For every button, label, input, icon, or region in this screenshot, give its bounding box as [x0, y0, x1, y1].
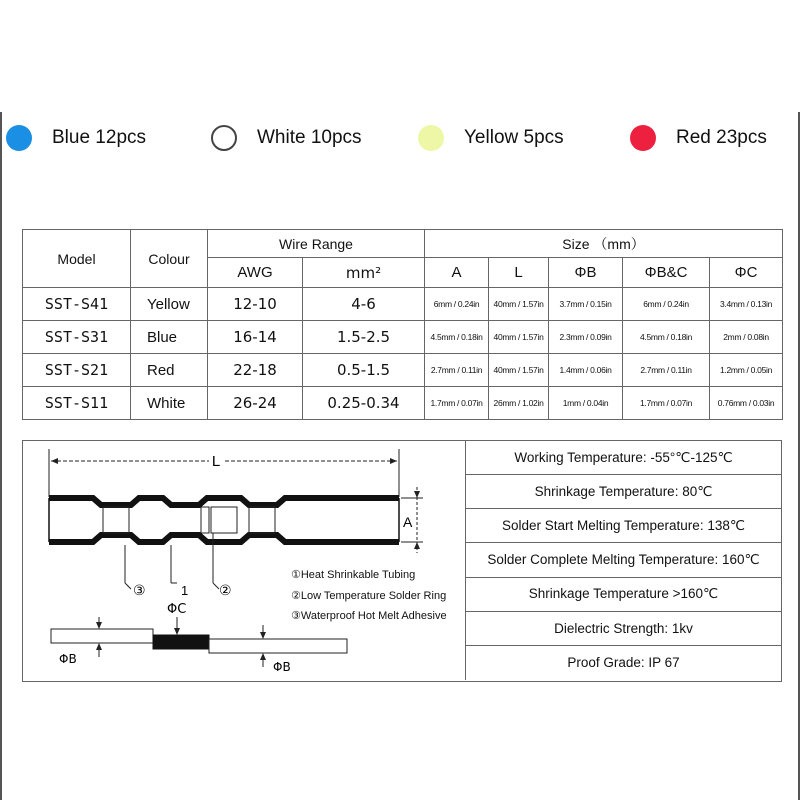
blue-dot-icon [6, 125, 32, 151]
header-a: A [425, 258, 489, 288]
legend-item-yellow [418, 120, 564, 156]
legend-item-red [630, 120, 767, 156]
header-l: L [489, 258, 549, 288]
callout-1-label: 1 [181, 583, 189, 598]
table-row [23, 321, 783, 354]
header-colour: Colour [131, 230, 208, 288]
cell-phi-c: 2mm / 0.08in [710, 321, 783, 354]
cell-phi-b: 2.3mm / 0.09in [549, 321, 623, 354]
cell-a: 1.7mm / 0.07in [425, 387, 489, 420]
phi-b-right-label: ΦB [273, 660, 291, 674]
arrow-icon [390, 458, 397, 464]
cell-model: SST-S31 [23, 321, 131, 354]
cell-l: 40mm / 1.57in [489, 321, 549, 354]
callout-3-label: ③ [133, 583, 146, 599]
arrow-icon [96, 622, 102, 629]
cell-phi-bc: 6mm / 0.24in [623, 288, 710, 321]
cell-phi-b: 1mm / 0.04in [549, 387, 623, 420]
adhesive-ring-left [103, 507, 129, 533]
properties-list [465, 441, 781, 680]
header-phi-c: ΦC [710, 258, 783, 288]
callout-3-leader-tip [125, 583, 131, 589]
cell-awg: 26-24 [208, 387, 303, 420]
header-size: Size （mm） [425, 230, 783, 258]
cell-awg: 22-18 [208, 354, 303, 387]
wire-right [209, 639, 347, 653]
cell-awg: 16-14 [208, 321, 303, 354]
cell-colour: Yellow [131, 288, 208, 321]
table-row [23, 288, 783, 321]
note-hot-melt-adhesive: ③Waterproof Hot Melt Adhesive [291, 610, 447, 622]
connector-drawing [23, 441, 465, 680]
legend-label-blue: Blue 12pcs [52, 127, 147, 148]
table-row [23, 354, 783, 387]
callout-2-label: ② [219, 583, 232, 599]
l-label: L [211, 453, 221, 470]
arrow-icon [96, 643, 102, 650]
header-phi-b: ΦB [549, 258, 623, 288]
table-row [23, 387, 783, 420]
a-label: A [403, 514, 413, 530]
wire-left [51, 629, 153, 643]
header-mm2: mm² [303, 258, 425, 288]
cell-colour: Red [131, 354, 208, 387]
prop-solder-start-melting: Solder Start Melting Temperature: 138℃ [466, 509, 781, 543]
prop-working-temperature: Working Temperature: -55°℃-125℃ [466, 441, 781, 475]
header-model: Model [23, 230, 131, 288]
phi-c-label: ΦC [167, 602, 187, 617]
legend-label-red: Red 23pcs [676, 127, 767, 148]
arrow-icon [260, 653, 266, 660]
cell-mm2: 1.5-2.5 [303, 321, 425, 354]
solder-joint [153, 635, 209, 649]
header-phi-bc: ΦB&C [623, 258, 710, 288]
details-panel [22, 440, 782, 682]
red-dot-icon [630, 125, 656, 151]
note-heat-shrink-tubing: ①Heat Shrinkable Tubing [291, 569, 416, 581]
legend-label-yellow: Yellow 5pcs [464, 127, 564, 148]
legend-item-blue [6, 120, 146, 156]
solder-ring-left [201, 507, 209, 533]
arrow-icon [414, 542, 420, 549]
cell-model: SST-S41 [23, 288, 131, 321]
cell-mm2: 0.25-0.34 [303, 387, 425, 420]
cell-phi-b: 3.7mm / 0.15in [549, 288, 623, 321]
cell-l: 40mm / 1.57in [489, 354, 549, 387]
cell-phi-c: 3.4mm / 0.13in [710, 288, 783, 321]
cell-a: 2.7mm / 0.11in [425, 354, 489, 387]
cell-phi-bc: 2.7mm / 0.11in [623, 354, 710, 387]
prop-proof-grade: Proof Grade: IP 67 [567, 655, 680, 671]
cell-model: SST-S11 [23, 387, 131, 420]
cell-a: 4.5mm / 0.18in [425, 321, 489, 354]
connector-diagram [23, 441, 465, 680]
arrow-icon [174, 628, 180, 635]
arrow-icon [414, 491, 420, 498]
cell-phi-c: 1.2mm / 0.05in [710, 354, 783, 387]
yellow-dot-icon [418, 125, 444, 151]
cell-mm2: 4-6 [303, 288, 425, 321]
cell-mm2: 0.5-1.5 [303, 354, 425, 387]
cell-awg: 12-10 [208, 288, 303, 321]
spec-table [22, 229, 783, 420]
cell-model: SST-S21 [23, 354, 131, 387]
legend-item-white [211, 120, 362, 156]
header-wire-range: Wire Range [208, 230, 425, 258]
cell-l: 40mm / 1.57in [489, 288, 549, 321]
cell-a: 6mm / 0.24in [425, 288, 489, 321]
cell-phi-bc: 4.5mm / 0.18in [623, 321, 710, 354]
cell-phi-bc: 1.7mm / 0.07in [623, 387, 710, 420]
solder-ring [211, 507, 237, 533]
cell-phi-c: 0.76mm / 0.03in [710, 387, 783, 420]
arrow-icon [260, 632, 266, 639]
arrow-icon [51, 458, 58, 464]
left-border-line [0, 112, 2, 800]
prop-solder-complete-melting: Solder Complete Melting Temperature: 160℃ [466, 543, 781, 577]
phi-b-left-label: ΦB [59, 652, 77, 666]
adhesive-ring-right [249, 507, 275, 533]
legend-label-white: White 10pcs [257, 127, 362, 148]
prop-dielectric-strength: Dielectric Strength: 1kv [466, 612, 781, 646]
cell-colour: Blue [131, 321, 208, 354]
note-solder-ring: ②Low Temperature Solder Ring [291, 589, 447, 602]
cell-l: 26mm / 1.02in [489, 387, 549, 420]
cell-phi-b: 1.4mm / 0.06in [549, 354, 623, 387]
component-notes [291, 565, 447, 627]
prop-shrinkage-temperature-max: Shrinkage Temperature >160℃ [466, 578, 781, 612]
colour-legend [0, 120, 800, 156]
header-awg: AWG [208, 258, 303, 288]
tube-top-edge [49, 498, 399, 505]
prop-shrinkage-temperature: Shrinkage Temperature: 80℃ [466, 475, 781, 509]
cell-colour: White [131, 387, 208, 420]
white-dot-icon [211, 125, 237, 151]
tube-bottom-edge [49, 535, 399, 542]
